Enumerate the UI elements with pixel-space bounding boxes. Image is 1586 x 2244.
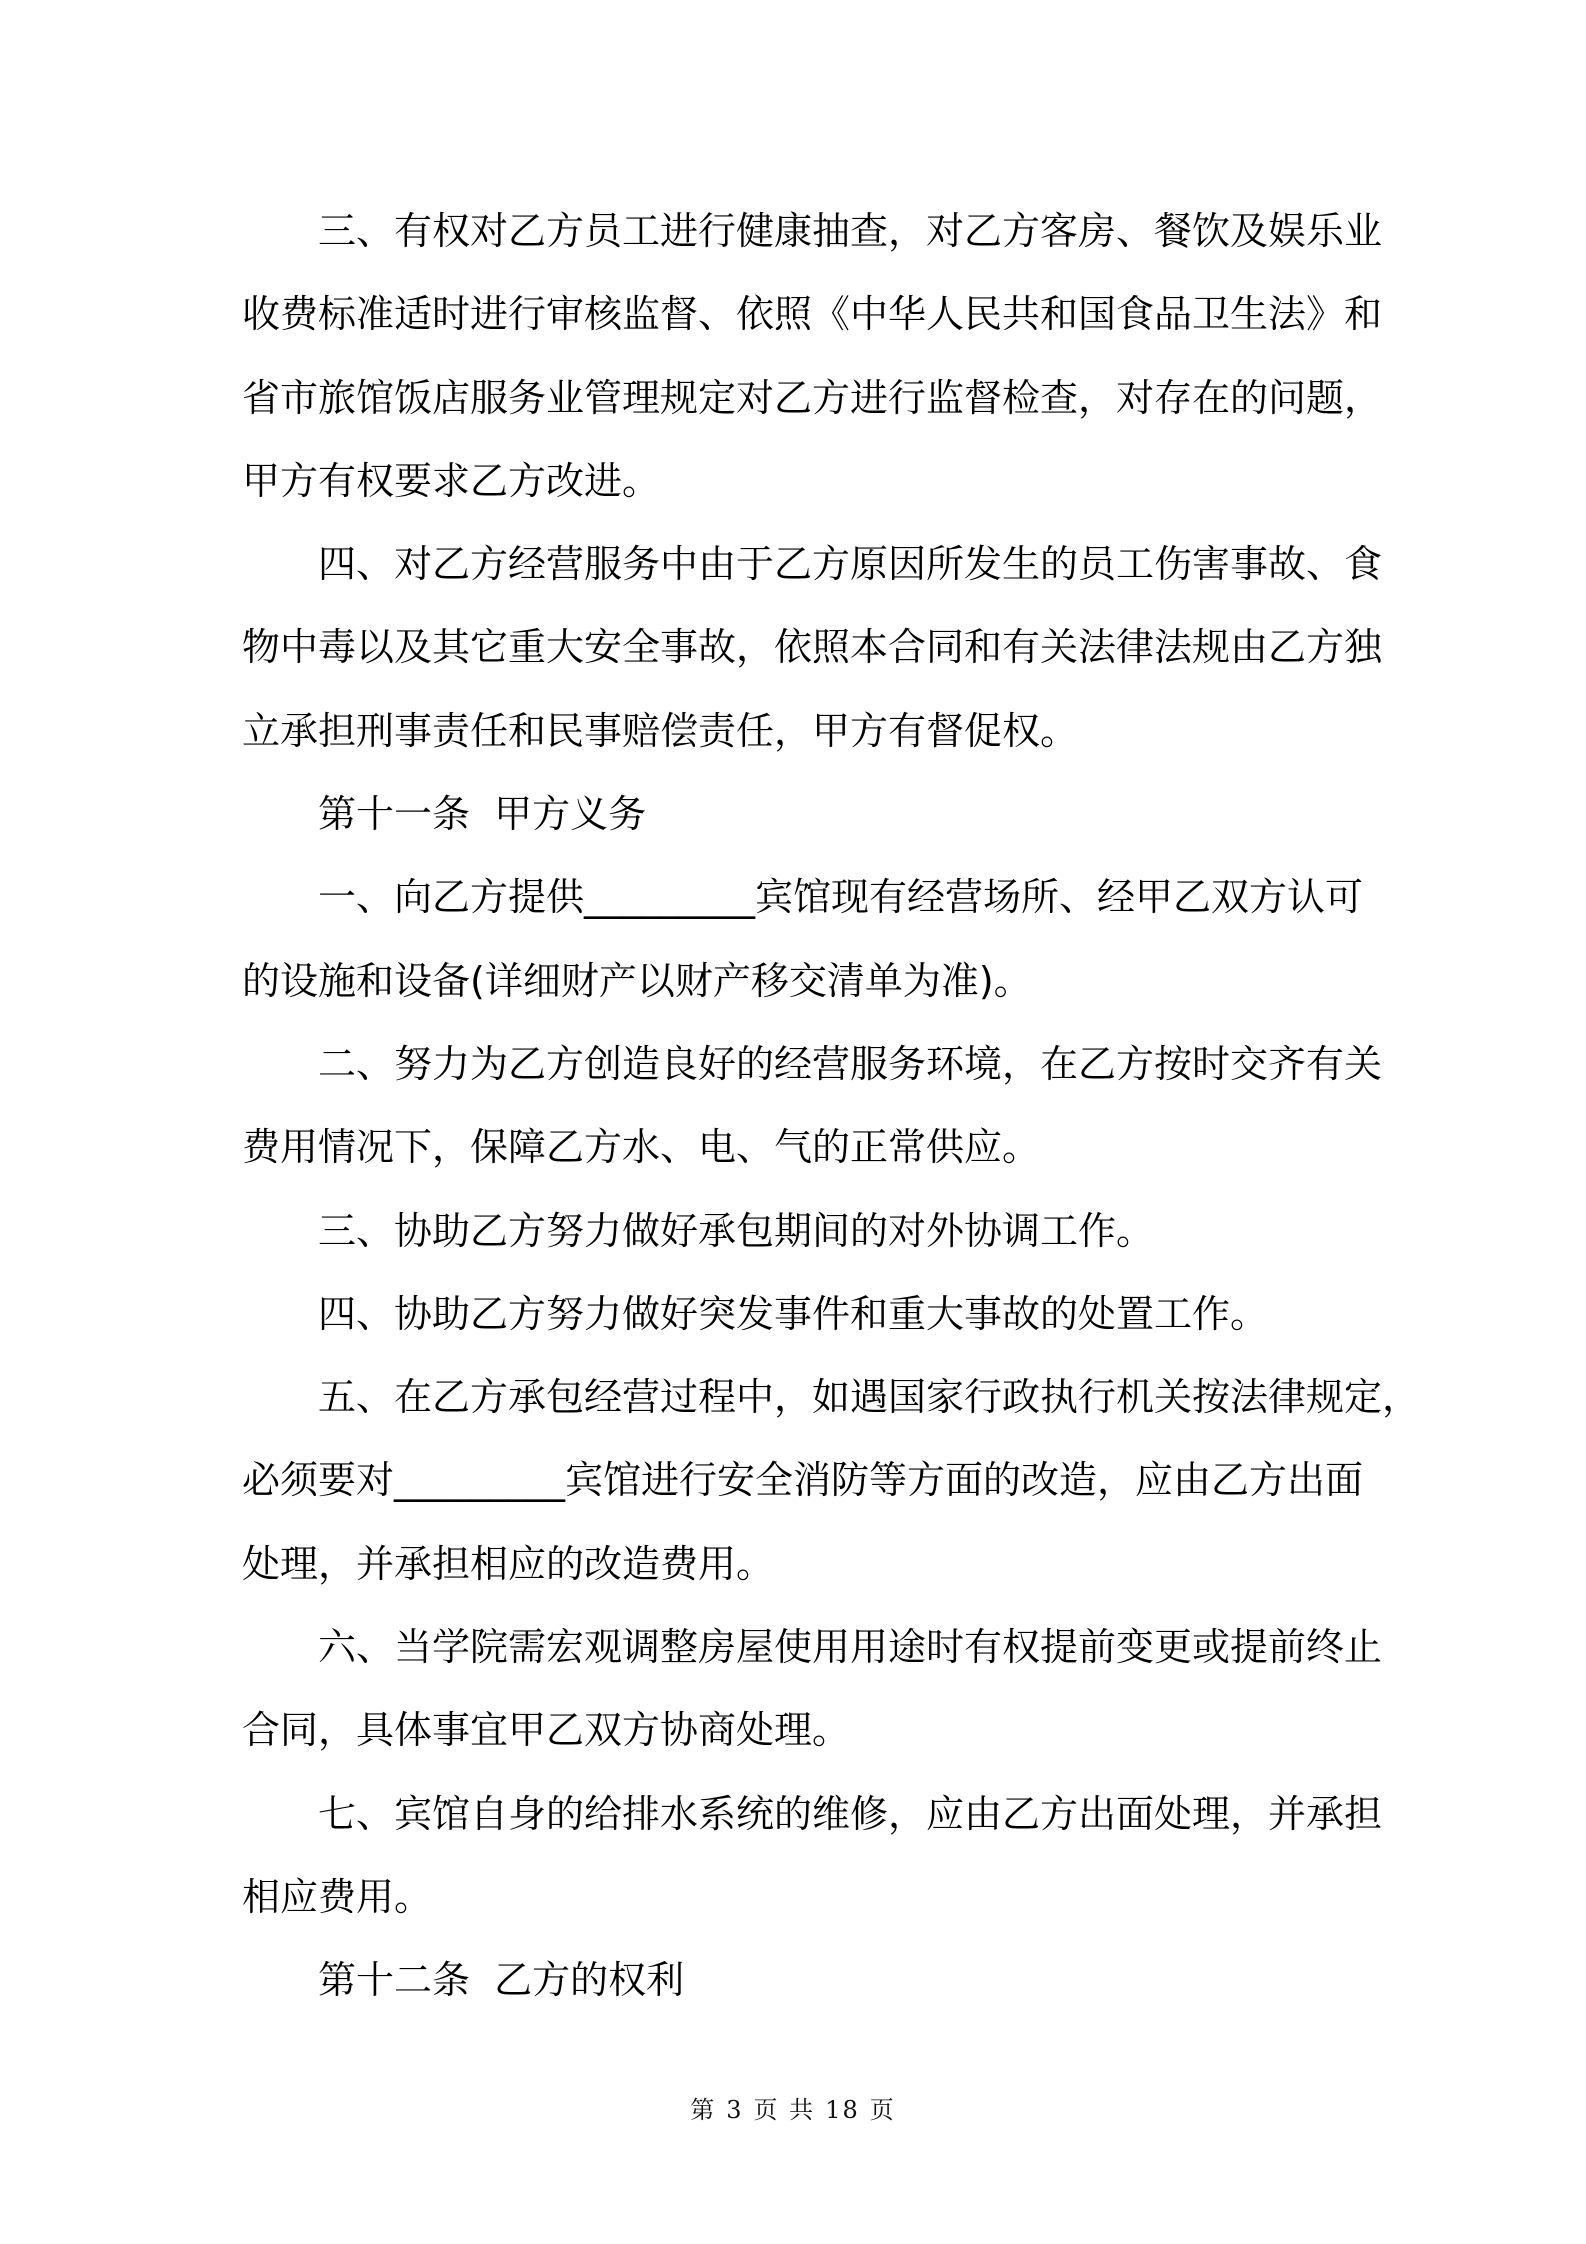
text-line: 物中毒以及其它重大安全事故，依照本合同和有关法律法规由乙方独 <box>242 625 1383 670</box>
text-line: 省市旅馆饭店服务业管理规定对乙方进行监督检查，对存在的问题， <box>242 375 1383 420</box>
text-line: 的设施和设备(详细财产以财产移交清单为准)。 <box>242 958 1032 1003</box>
text-line: 三、协助乙方努力做好承包期间的对外协调工作。 <box>318 1208 1155 1253</box>
footer-suffix: 页 <box>869 2096 896 2124</box>
text-line: 五、在乙方承包经营过程中，如遇国家行政执行机关按法律规定， <box>318 1375 1421 1420</box>
text-line: 立承担刑事责任和民事赔偿责任，甲方有督促权。 <box>242 708 1079 753</box>
text-line: 四、对乙方经营服务中由于乙方原因所发生的员工伤害事故、食 <box>318 542 1383 587</box>
text-line: 七、宾馆自身的给排水系统的维修，应由乙方出面处理，并承担 <box>318 1791 1383 1836</box>
section-heading: 第十二条 乙方的权利 <box>318 1958 685 2003</box>
text-line: 费用情况下，保障乙方水、电、气的正常供应。 <box>242 1125 1041 1170</box>
text-line: 三、有权对乙方员工进行健康抽查，对乙方客房、餐饮及娱乐业 <box>318 209 1383 253</box>
text-line: 合同，具体事宜甲乙双方协商处理。 <box>242 1708 851 1753</box>
text-line: 收费标准适时进行审核监督、依照《中华人民共和国食品卫生法》和 <box>242 292 1383 337</box>
text-line: 相应费用。 <box>242 1874 433 1919</box>
text-line: 四、协助乙方努力做好突发事件和重大事故的处置工作。 <box>318 1291 1269 1336</box>
footer-total-pages: 18 <box>825 2096 860 2124</box>
text-line: 一、向乙方提供_________宾馆现有经营场所、经甲乙双方认可 <box>318 875 1364 920</box>
text-line: 甲方有权要求乙方改进。 <box>242 458 661 503</box>
text-line: 六、当学院需宏观调整房屋使用用途时有权提前变更或提前终止 <box>318 1625 1383 1670</box>
footer-middle: 页 共 <box>753 2096 816 2124</box>
text-line: 二、努力为乙方创造良好的经营服务环境，在乙方按时交齐有关 <box>318 1041 1383 1086</box>
text-line: 必须要对_________宾馆进行安全消防等方面的改造，应由乙方出面 <box>242 1458 1364 1503</box>
footer-current-page: 3 <box>726 2096 744 2124</box>
page-number-footer <box>0 2090 1586 2125</box>
footer-prefix: 第 <box>690 2096 717 2124</box>
text-line: 处理，并承担相应的改造费用。 <box>242 1541 775 1586</box>
document-body <box>242 190 1421 2023</box>
section-heading: 第十一条 甲方义务 <box>318 792 647 837</box>
